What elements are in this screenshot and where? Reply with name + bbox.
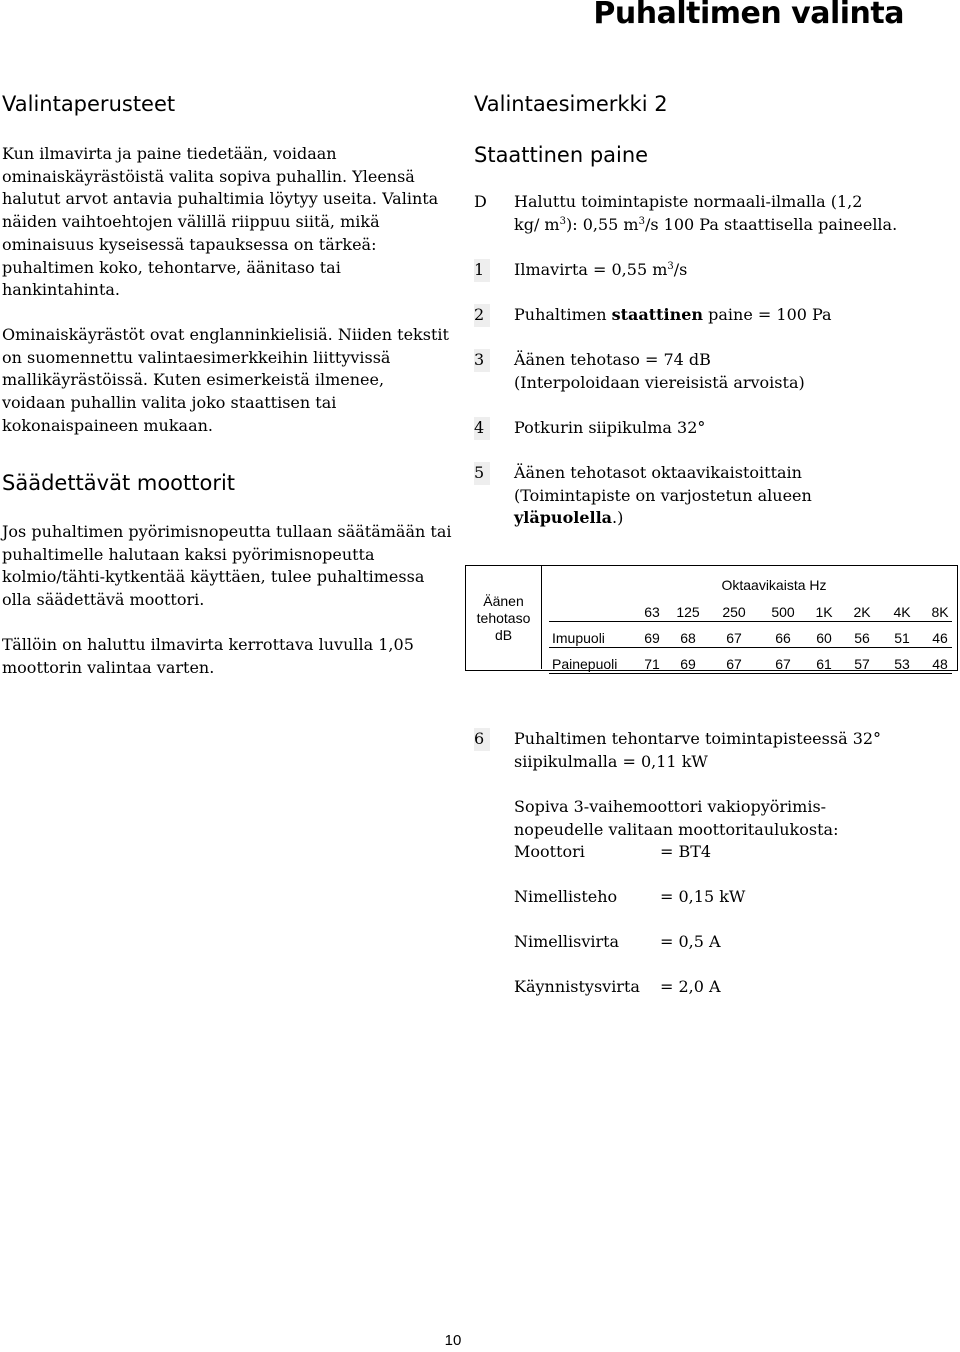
band-header-cell: 2K <box>853 604 871 620</box>
superscript: 3 <box>638 215 645 227</box>
spec-value: = 0,15 kW <box>660 887 746 906</box>
spec-value: = 0,5 A <box>660 932 721 951</box>
band-header-cell: 125 <box>676 604 700 620</box>
step-1-text <box>514 259 934 282</box>
band-value-cell: 68 <box>680 630 696 646</box>
step-3-line1: Äänen tehotaso = 74 dB <box>514 350 711 369</box>
band-value-cell: 57 <box>854 656 870 672</box>
band-header-cell: 1K <box>815 604 833 620</box>
step-d-tail: /s 100 Pa staattisella paineella. <box>644 214 898 234</box>
row-label: Imupuoli <box>552 630 605 646</box>
band-value-cell: 69 <box>644 630 660 646</box>
step-2-label: Puhaltimen <box>514 305 612 324</box>
section-heading-criteria: Valintaperusteet <box>2 92 176 116</box>
step-d-text <box>514 191 934 236</box>
ylabel-line2: tehotaso <box>476 610 531 626</box>
airflow-paragraph: Tällöin on haluttu ilmavirta kerrottava luvulla 1,05 moottorin valintaa varten. <box>2 635 414 677</box>
motor-line1: Sopiva 3-vaihemoottori vakiopyörimis- <box>514 797 827 816</box>
spec-value: = BT4 <box>660 842 712 861</box>
ylabel-line3: dB <box>494 627 513 643</box>
step-4-text: Potkurin siipikulma 32° <box>514 418 706 437</box>
octave-band-table <box>465 565 958 671</box>
step-1-label: Ilmavirta = 0,55 m <box>514 260 668 279</box>
step-2-emphasis: staattinen <box>611 305 704 324</box>
step-d-unit: kg/ m <box>514 214 560 234</box>
step-1-unit: /s <box>673 260 688 279</box>
band-value-cell: 67 <box>726 656 742 672</box>
spec-label: Käynnistysvirta <box>514 977 640 996</box>
ylabel-line1: Äänen <box>483 593 524 609</box>
row-underline <box>549 647 952 648</box>
step-5-number: 5 <box>474 462 490 485</box>
band-value-cell: 51 <box>894 630 910 646</box>
criteria-paragraph: Kun ilmavirta ja paine tiedetään, voidaan ominaiskäyrästöistä valita sopiva puhallin. Yleensä halutut arvot antavia puhaltimia löytyy useita. Valinta näiden vaihtoehtojen välillä riippuu siitä, mikä ominaisuus kyseisessä tapauksessa on tärkeä: puhaltimen koko, tehontarve, äänitaso tai hankintahinta. <box>2 144 439 300</box>
spec-rated-current <box>514 931 934 954</box>
band-value-cell: 61 <box>816 656 832 672</box>
step-3-line2: (Interpoloidaan viereisistä arvoista) <box>514 372 805 392</box>
spec-label: Nimellisvirta <box>514 932 620 951</box>
band-value-cell: 69 <box>680 656 696 672</box>
example-heading: Valintaesimerkki 2 <box>474 92 668 116</box>
step-6-text <box>514 728 934 773</box>
step-5-line2: (Toimintapiste on varjostetun alueen <box>514 485 812 505</box>
band-header-cell: 4K <box>893 604 911 620</box>
band-header-cell: 63 <box>644 604 660 620</box>
step-2-value: paine = 100 Pa <box>703 305 832 324</box>
spec-starting-current <box>514 976 934 999</box>
superscript: 3 <box>559 215 566 227</box>
static-pressure-heading: Staattinen paine <box>474 143 649 167</box>
header-underline <box>549 621 952 622</box>
step-4-number: 4 <box>474 417 490 440</box>
page-number: 10 <box>444 1332 462 1349</box>
step-5-text <box>514 462 934 530</box>
step-6-line2: siipikulmalla = 0,11 kW <box>514 751 708 771</box>
band-value-cell: 71 <box>644 656 660 672</box>
step-d-line1: Haluttu toimintapiste normaali-ilmalla (1,2 <box>514 192 863 211</box>
section-heading-motors: Säädettävät moottorit <box>2 471 236 495</box>
spec-label: Nimellisteho <box>514 887 618 906</box>
step-d-number: D <box>474 192 487 211</box>
spec-rated-power <box>514 886 934 909</box>
step-6-number: 6 <box>474 728 490 751</box>
band-value-cell: 60 <box>816 630 832 646</box>
curves-paragraph: Ominaiskäyrästöt ovat englanninkielisiä. Niiden tekstit on suomennettu valintaesimerkkeihin liittyvissä mallikäyrästöissä. Kuten esimerkeistä ilmenee, voidaan puhallin valita joko staattisen tai kokonaispaineen mukaan. <box>2 325 449 435</box>
motor-selection-text <box>514 796 934 841</box>
band-value-cell: 46 <box>932 630 948 646</box>
spec-motor <box>514 841 934 864</box>
band-value-cell: 66 <box>775 630 791 646</box>
sound-level-label <box>466 566 542 669</box>
step-2-text <box>514 304 934 327</box>
band-value-cell: 67 <box>775 656 791 672</box>
step-5-emphasis: yläpuolella <box>514 508 613 528</box>
step-6-line1: Puhaltimen tehontarve toimintapisteessä 32° <box>514 729 882 748</box>
step-3-number: 3 <box>474 349 490 372</box>
step-1-number: 1 <box>474 259 490 282</box>
row-label: Painepuoli <box>552 656 618 672</box>
step-3-text <box>514 349 934 394</box>
spec-value: = 2,0 A <box>660 977 721 996</box>
octave-band-caption: Oktaavikaista Hz <box>721 577 827 593</box>
superscript: 3 <box>667 261 674 272</box>
band-value-cell: 67 <box>726 630 742 646</box>
step-2-number: 2 <box>474 304 490 327</box>
page-title: Puhaltimen valinta <box>593 0 904 31</box>
motor-line2: nopeudelle valitaan moottoritaulukosta: <box>514 819 839 839</box>
row-underline <box>549 673 952 674</box>
step-5-tail: .) <box>612 508 624 528</box>
step-d-value: ): 0,55 m <box>565 214 639 234</box>
band-value-cell: 56 <box>854 630 870 646</box>
step-5-line1: Äänen tehotasot oktaavikaistoittain <box>514 463 802 482</box>
spec-label: Moottori <box>514 842 585 861</box>
band-value-cell: 48 <box>932 656 948 672</box>
band-header-cell: 500 <box>771 604 795 620</box>
motor-paragraph: Jos puhaltimen pyörimisnopeutta tullaan säätämään tai puhaltimelle halutaan kaksi pyörimisnopeutta kolmio/tähti-kytkentää käyttäen, tulee puhaltimessa olla säädettävä moottori. <box>2 522 452 610</box>
band-header-cell: 250 <box>722 604 746 620</box>
band-header-cell: 8K <box>931 604 949 620</box>
band-value-cell: 53 <box>894 656 910 672</box>
